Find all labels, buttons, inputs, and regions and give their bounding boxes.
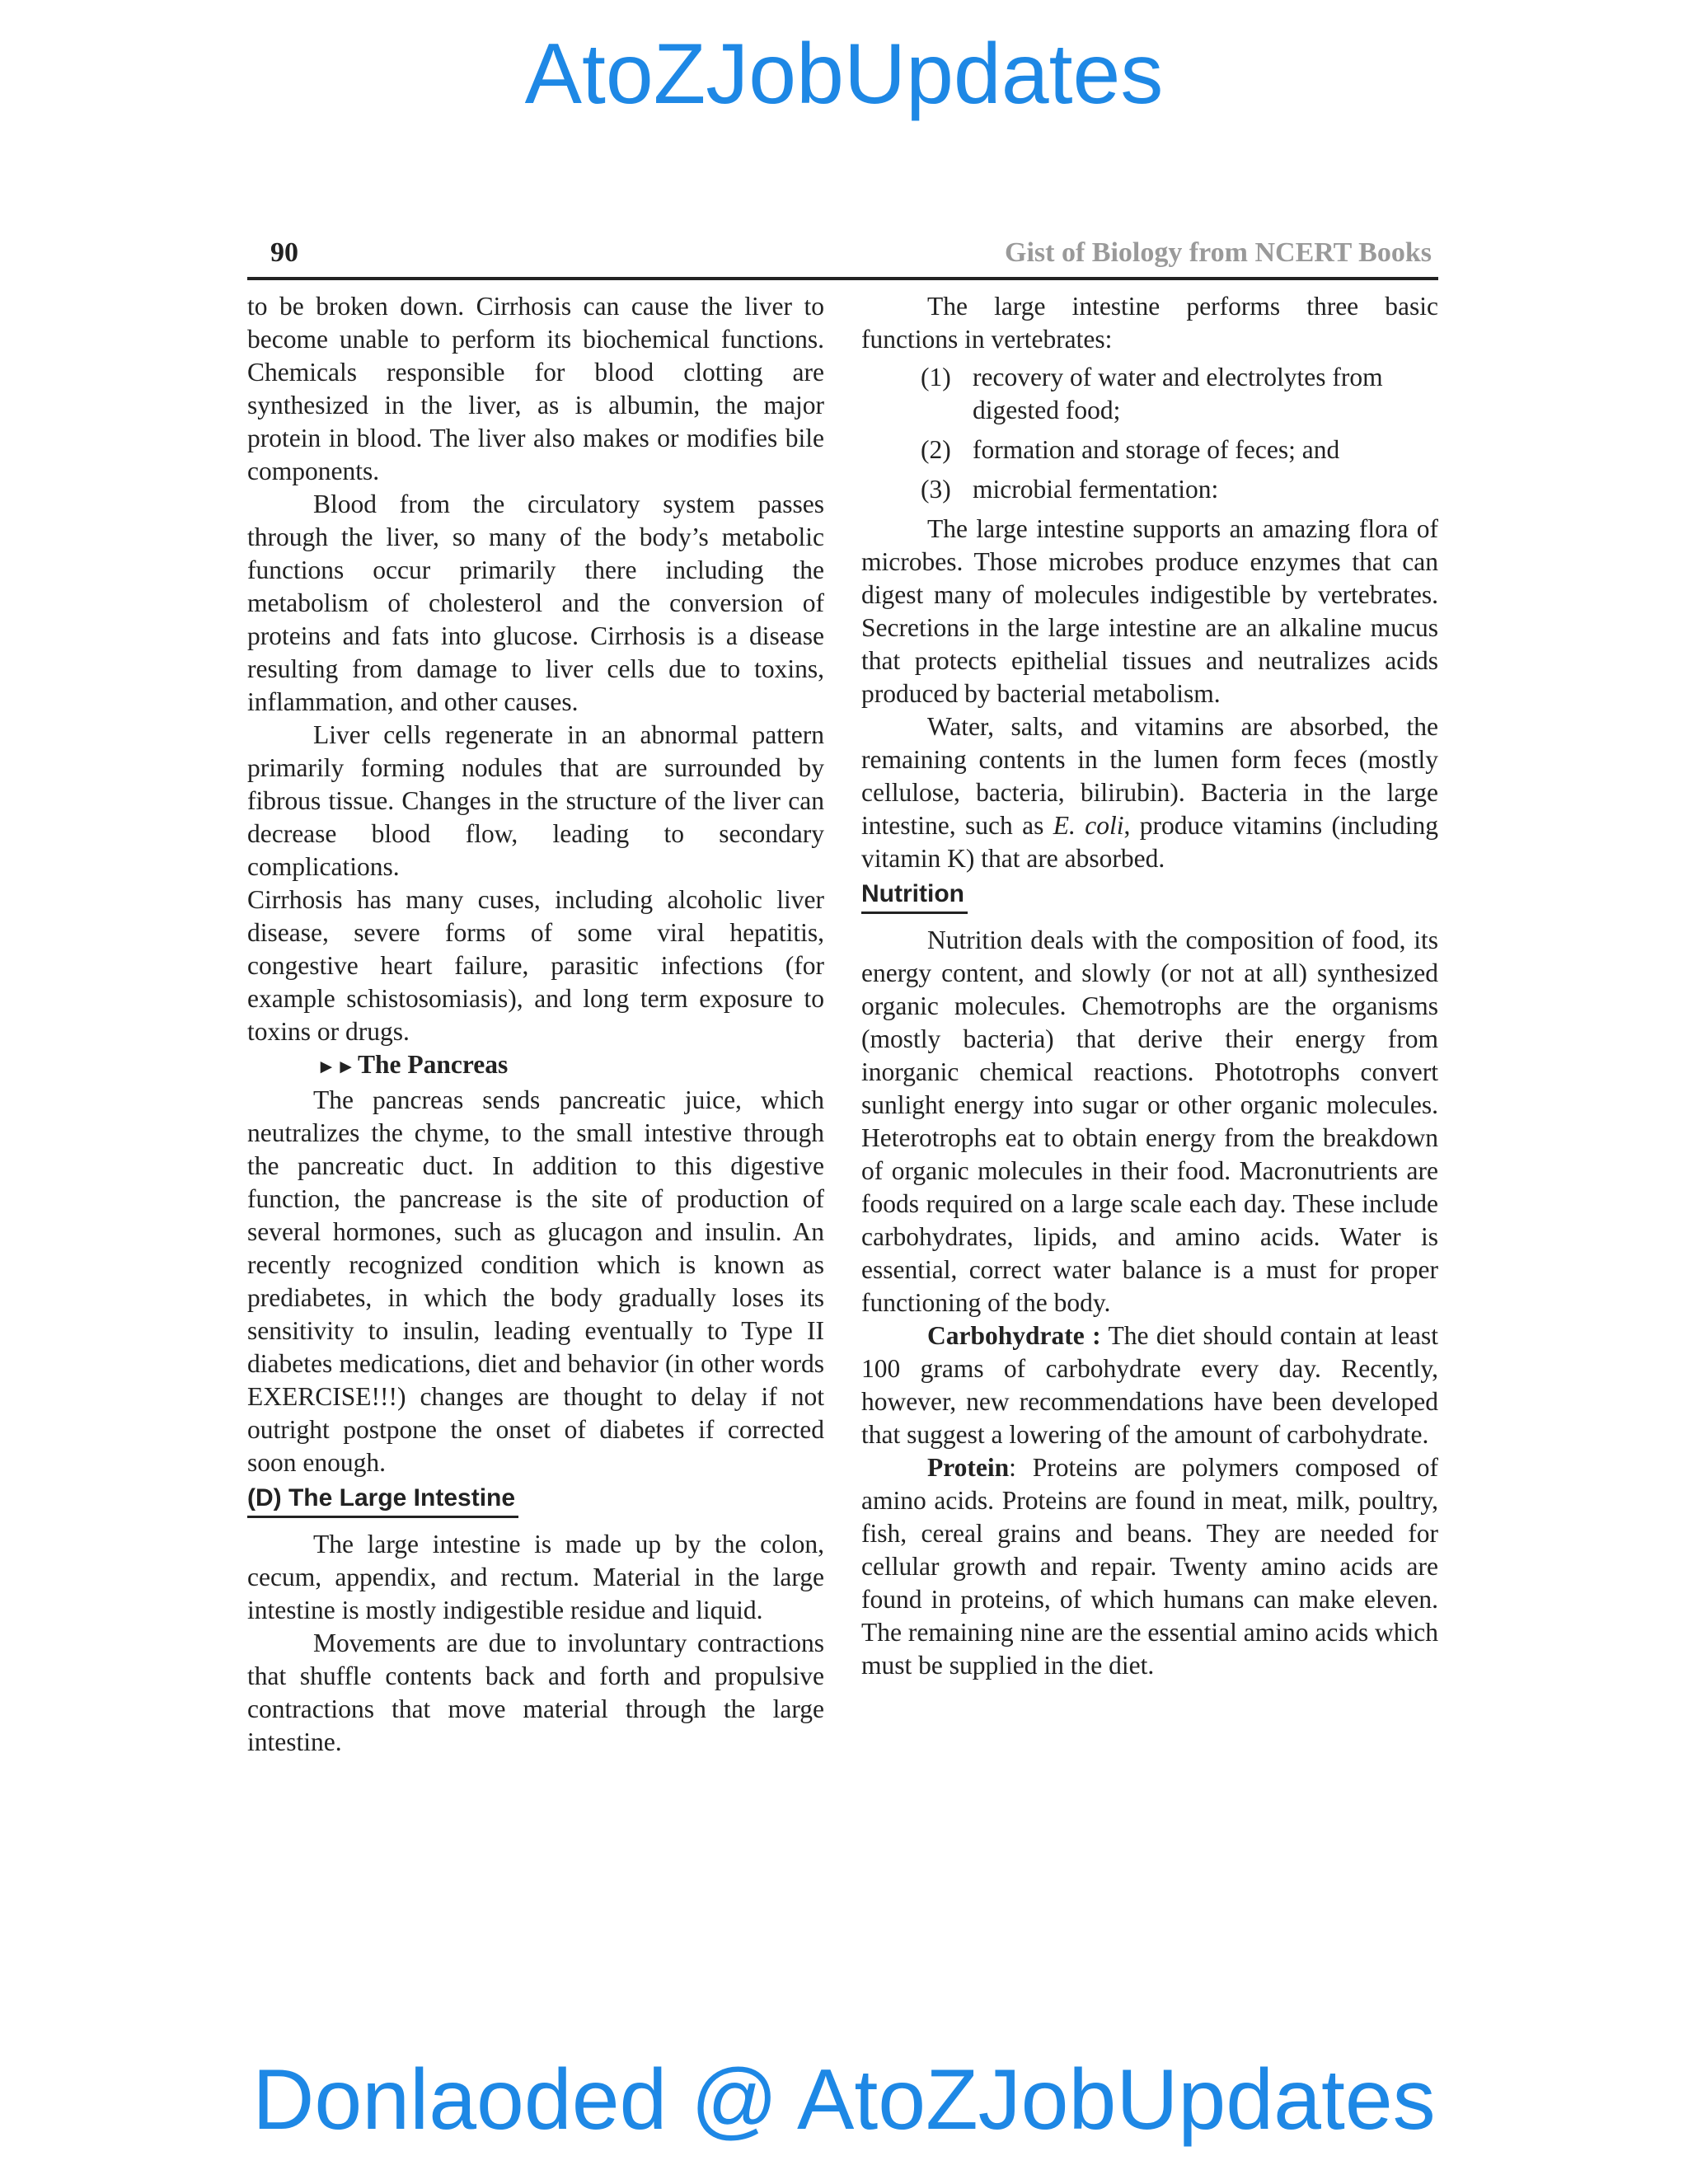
paragraph: Cirrhosis has many cuses, including alcoholic liver disease, severe forms of some viral hepatitis, congestive heart failure, parasitic infections (for example schistosomiasis), and long term exposure to toxins or drugs. (247, 885, 824, 1046)
paragraph: The pancreas sends pancreatic juice, which neutralizes the chyme, to the small intestive through the pancreatic duct. In addition to this digestive function, the pancrease is the site of production of several hormones, such as glucagon and insulin. An recently recognized condition which is known as prediabetes, in which the body gradually loses its sensitivity to insulin, leading eventually to Type II diabetes medications, diet and behavior (in other words EXERCISE!!!) changes are thought to delay if not outright postpone the onset of diabetes if corrected soon enough. (247, 1085, 824, 1477)
paragraph: Nutrition deals with the composition of food, its energy content, and slowly (or not at all) synthesized organic molecules. Chemotrophs are the organisms (mostly bacteria) that derive their energy from inorganic chemical reactions. Phototrophs convert sunlight energy into sugar or other organic molecules. Heterotrophs eat to obtain energy from the breakdown of organic molecules in their food. Macronutrients are foods required on a large scale each day. These include carbohydrates, lipids, and amino acids. Water is essential, correct water balance is a must for proper functioning of the body. (861, 926, 1438, 1317)
italic-species-name: E. coli (1053, 811, 1124, 840)
book-title: Gist of Biology from NCERT Books (1005, 237, 1432, 268)
paragraph (861, 1319, 1438, 1451)
paragraph-text: : Proteins are polymers composed of amino acids. Proteins are found in meat, milk, poultry, fish, cereal grains and beans. They are needed for cellular growth and repair. Twenty amino acids are found in proteins, of which humans can make eleven. The remaining nine are the essential amino acids which must be supplied in the diet. (861, 1453, 1438, 1680)
paragraph: Liver cells regenerate in an abnormal pattern primarily forming nodules that are surrounded by fibrous tissue. Changes in the structure of the liver can decrease blood flow, leading to secondary complications. (247, 720, 824, 881)
pancreas-heading-label: The Pancreas (358, 1050, 509, 1079)
list-item-number: (1) (921, 363, 951, 391)
pancreas-heading (247, 1048, 824, 1084)
paragraph: to be broken down. Cirrhosis can cause the liver to become unable to perform its biochemical functions. Chemicals responsible for blood clotting are synthesized in the liver, as is albumin, the major protein in blood. The liver also makes or modifies bile components. (247, 292, 824, 485)
list-item (861, 434, 1438, 466)
functions-list (861, 361, 1438, 506)
paragraph (861, 710, 1438, 875)
list-item-number: (2) (921, 435, 951, 464)
paragraph: The large intestine is made up by the colon, cecum, appendix, and rectum. Material in the large intestine is mostly indigestible residue and liquid. (247, 1530, 824, 1624)
paragraph: The large intestine supports an amazing flora of microbes. Those microbes produce enzymes that can digest many of molecules indigestible by vertebrates. Secretions in the large intestine are an alkaline mucus that protects epithelial tissues and neutralizes acids produced by bacterial metabolism. (861, 514, 1438, 708)
paragraph: Blood from the circulatory system passes through the liver, so many of the body’s metabolic functions occur primarily there including the metabolism of cholesterol and the conversion of proteins and fats into glucose. Cirrhosis is a disease resulting from damage to liver cells due to toxins, inflammation, and other causes. (247, 490, 824, 716)
paragraph-text: The diet should contain at least 100 grams of carbohydrate every day. Recently, however, new recommendations have been developed that suggest a lowering of the amount of carbohydrate. (861, 1321, 1438, 1449)
paragraph (861, 1451, 1438, 1682)
carbohydrate-label: Carbohydrate : (927, 1321, 1101, 1350)
watermark-top: AtoZJobUpdates (524, 26, 1164, 122)
section-heading-nutrition: Nutrition (861, 877, 968, 914)
list-item (861, 473, 1438, 506)
double-arrow-icon: ►► (316, 1057, 356, 1078)
section-heading-large-intestine: (D) The Large Intestine (247, 1481, 518, 1518)
left-column (247, 290, 824, 1759)
watermark-bottom: Donlaoded @ AtoZJobUpdates (252, 2052, 1436, 2148)
paragraph: Movements are due to involuntary contractions that shuffle contents back and forth and propulsive contractions that move material through the large intestine. (247, 1629, 824, 1756)
list-item-text: recovery of water and electrolytes from digested food; (973, 363, 1383, 424)
list-item-number: (3) (921, 475, 951, 504)
page-number: 90 (270, 237, 298, 268)
paragraph-text: , produce vitamins (including vitamin K) that are absorbed. (861, 811, 1438, 873)
list-item-text: formation and storage of feces; and (973, 435, 1340, 464)
right-column (861, 290, 1438, 1682)
list-item (861, 361, 1438, 427)
protein-label: Protein (927, 1453, 1010, 1482)
paragraph: The large intestine performs three basic functions in vertebrates: (861, 292, 1438, 354)
paragraph-text: Water, salts, and vitamins are absorbed, the remaining contents in the lumen form feces (mostly cellulose, bacteria, bilirubin). Bacteria in the large intestine, such as (861, 712, 1438, 840)
running-header (247, 231, 1438, 280)
list-item-text: microbial fermentation: (973, 475, 1219, 504)
